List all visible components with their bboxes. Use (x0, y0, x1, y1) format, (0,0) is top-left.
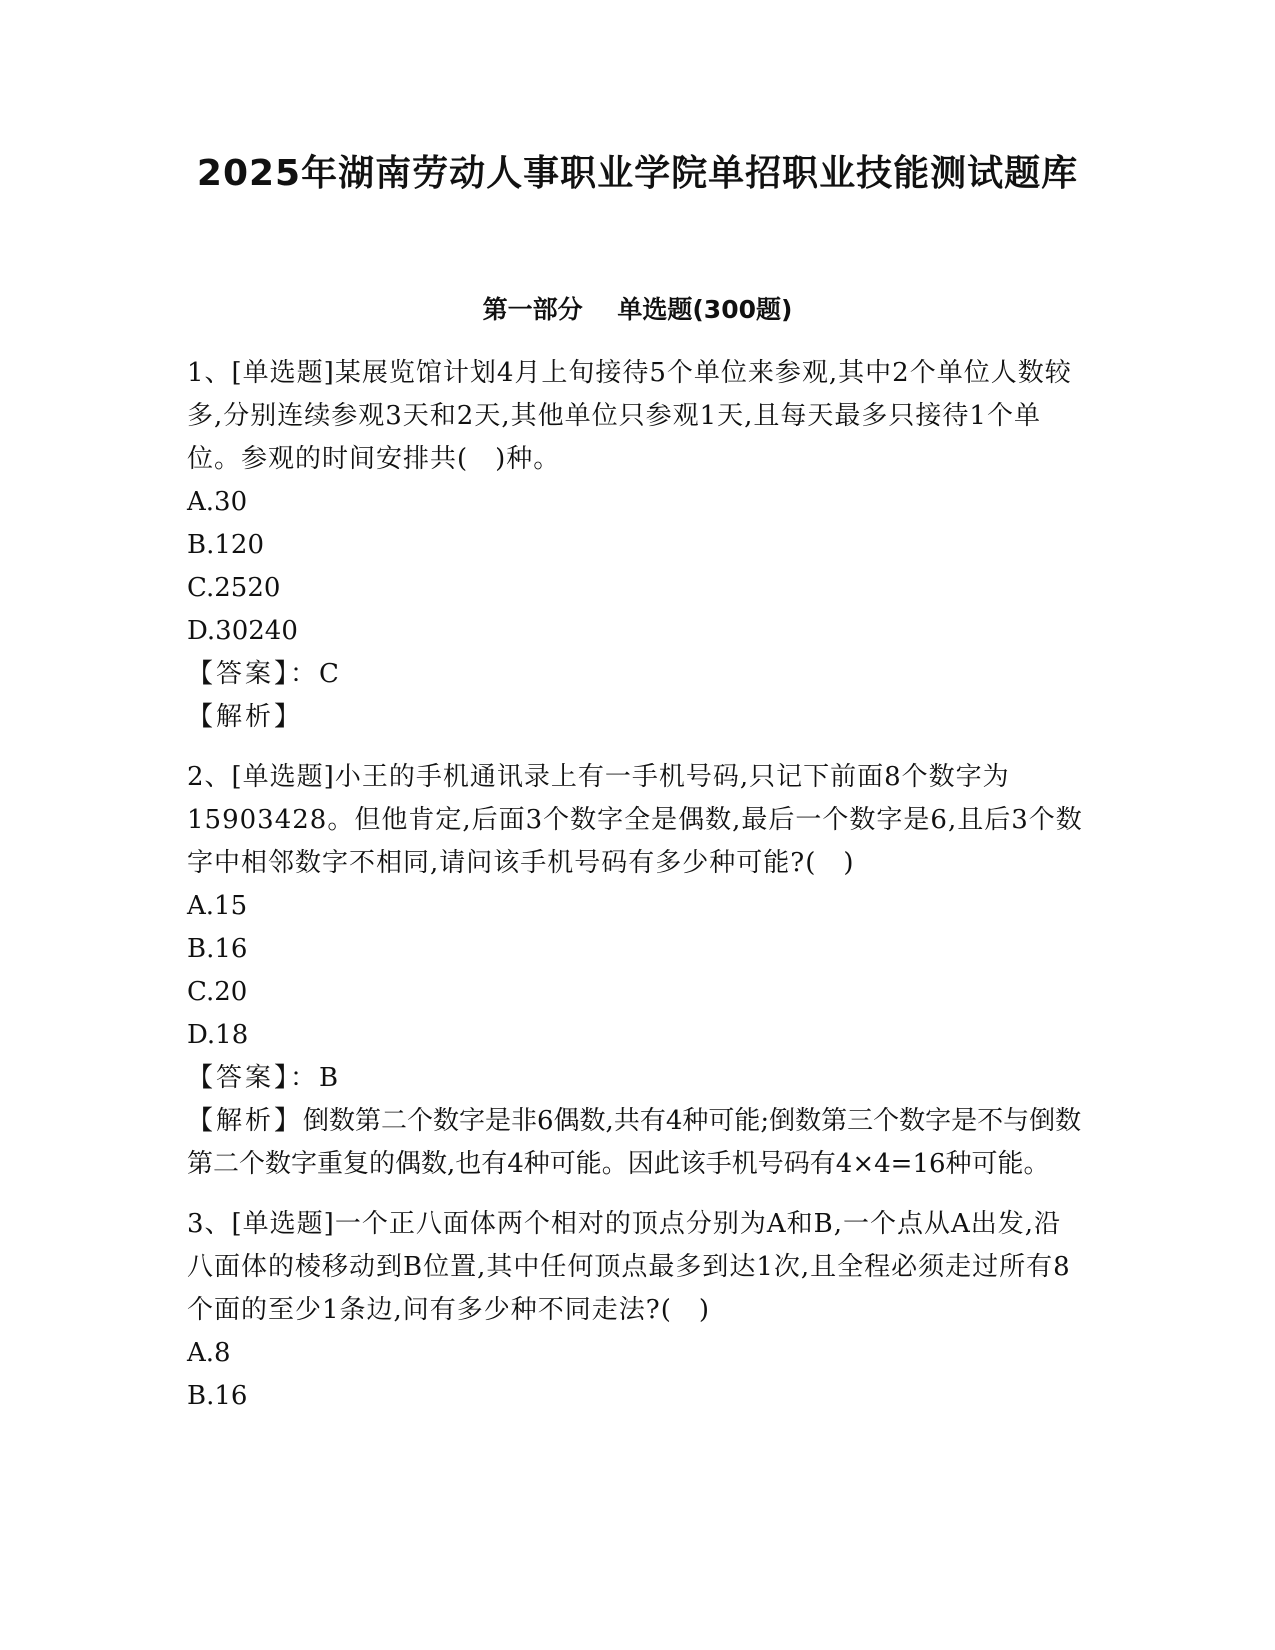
question-3 (187, 1203, 1087, 1418)
answer-line (187, 653, 1087, 696)
answer-label: 【答案】： (187, 659, 320, 689)
option-d: D.30240 (187, 616, 298, 646)
analysis-line (187, 696, 1087, 739)
question-2 (187, 756, 1087, 1186)
answer-line (187, 1057, 1087, 1100)
answer-value: C (319, 659, 339, 689)
option-c: C.2520 (187, 573, 281, 603)
analysis-text: 倒数第二个数字是非6偶数,共有4种可能;倒数第三个数字是不与倒数第二个数字重复的偶数,也有4种可能。因此该手机号码有4×4=16种可能。 (187, 1106, 1082, 1179)
document-title: 2025年湖南劳动人事职业学院单招职业技能测试题库 (196, 153, 1079, 194)
option-d: D.18 (187, 1020, 249, 1050)
question-stem: 3、[单选题]一个正八面体两个相对的顶点分别为A和B,一个点从A出发,沿八面体的棱移动到B位置,其中任何顶点最多到达1次,且全程必须走过所有8个面的至少1条边,问有多少种不同走法?( ) (187, 1209, 1071, 1325)
question-list (187, 352, 1087, 1429)
answer-value: B (319, 1063, 339, 1093)
option-a: A.30 (187, 487, 248, 517)
option-c: C.20 (187, 977, 248, 1007)
option-b: B.16 (187, 1381, 248, 1411)
analysis-label: 【解析】 (187, 702, 304, 732)
option-a: A.15 (187, 891, 248, 921)
analysis-label: 【解析】 (187, 1106, 304, 1136)
option-b: B.120 (187, 530, 264, 560)
option-a: A.8 (187, 1338, 231, 1368)
analysis-line (187, 1100, 1087, 1186)
question-1 (187, 352, 1087, 739)
section-title: 第一部分 单选题(300题) (482, 295, 793, 324)
option-b: B.16 (187, 934, 248, 964)
question-stem: 1、[单选题]某展览馆计划4月上旬接待5个单位来参观,其中2个单位人数较多,分别连续参观3天和2天,其他单位只参观1天,且每天最多只接待1个单位。参观的时间安排共( )种。 (187, 358, 1072, 474)
answer-label: 【答案】： (187, 1063, 320, 1093)
question-stem: 2、[单选题]小王的手机通讯录上有一手机号码,只记下前面8个数字为15903428。但他肯定,后面3个数字全是偶数,最后一个数字是6,且后3个数字中相邻数字不相同,请问该手机号码有多少种可能?( ) (187, 762, 1083, 878)
